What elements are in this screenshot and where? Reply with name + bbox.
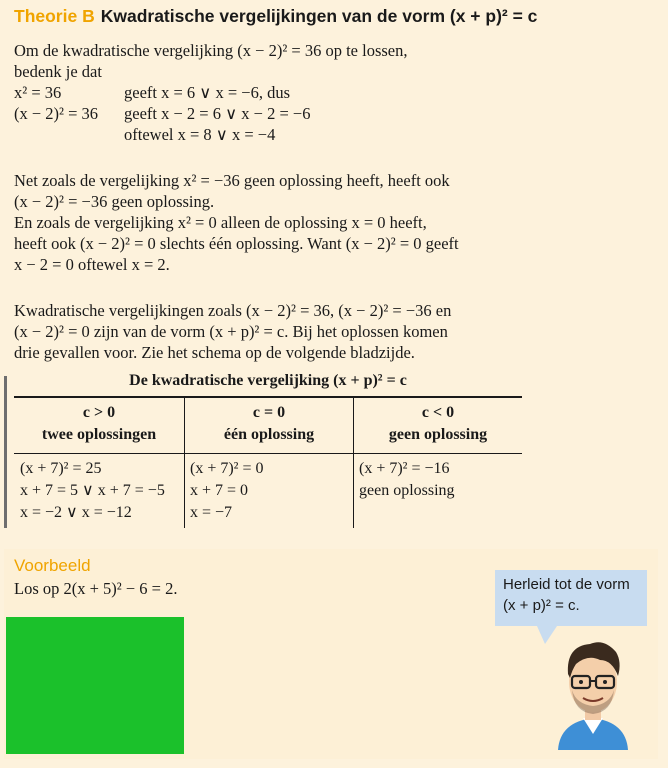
equation-right: oftewel x = 8 ∨ x = −4 [124, 125, 276, 144]
column-case: twee oplossingen [41, 426, 157, 443]
equation-right: geeft x − 2 = 6 ∨ x − 2 = −6 [124, 104, 311, 123]
table-title: De kwadratische vergelijking (x + p)² = c [129, 372, 407, 389]
table-cell: x = −2 ∨ x = −12 [20, 504, 132, 521]
paragraph-line: (x − 2)² = 0 zijn van de vorm (x + p)² = c. Bij het oplossen komen [14, 322, 448, 341]
equation-left: x² = 36 [14, 83, 62, 102]
bubble-line: Herleid tot de vorm [503, 576, 630, 593]
page-title [14, 6, 537, 27]
table-cell: geen oplossing [359, 482, 455, 499]
table-cell: x = −7 [190, 504, 233, 521]
theory-label: Theorie B [14, 6, 95, 26]
column-case: één oplossing [223, 426, 315, 443]
table-cell: (x + 7)² = −16 [359, 460, 450, 477]
example-task: Los op 2(x + 5)² − 6 = 2. [14, 579, 178, 598]
paragraph-line: Net zoals de vergelijking x² = −36 geen oplossing heeft, heeft ook [14, 171, 450, 190]
theory-title: Kwadratische vergelijkingen van de vorm (x + p)² = c [100, 6, 538, 26]
green-block [6, 617, 184, 754]
equation-left: (x − 2)² = 36 [14, 104, 99, 123]
margin-bar [4, 376, 7, 528]
column-header [14, 402, 184, 446]
equation-right: geeft x = 6 ∨ x = −6, dus [124, 83, 291, 102]
teacher-avatar [550, 630, 636, 750]
column-header [184, 402, 354, 446]
paragraph-line: drie gevallen voor. Zie het schema op de volgende bladzijde. [14, 343, 415, 362]
column-condition: c < 0 [421, 404, 455, 421]
table-cell: (x + 7)² = 25 [20, 460, 102, 477]
paragraph-line: x − 2 = 0 oftewel x = 2. [14, 255, 170, 274]
paragraph-line: Kwadratische vergelijkingen zoals (x − 2)² = 36, (x − 2)² = −36 en [14, 301, 452, 320]
schema-table [14, 396, 522, 528]
paragraph-line: En zoals de vergelijking x² = 0 alleen de oplossing x = 0 heeft, [14, 213, 427, 232]
example-label: Voorbeeld [14, 556, 91, 575]
intro-line: Om de kwadratische vergelijking (x − 2)² = 36 op te lossen, [14, 41, 408, 60]
table-cell: x + 7 = 5 ∨ x + 7 = −5 [20, 482, 165, 499]
table-rule [14, 453, 522, 454]
column-condition: c = 0 [252, 404, 286, 421]
bubble-line: (x + p)² = c. [503, 597, 580, 614]
intro-line: bedenk je dat [14, 62, 102, 81]
speech-bubble [495, 570, 647, 626]
column-condition: c > 0 [82, 404, 116, 421]
table-cell: (x + 7)² = 0 [190, 460, 264, 477]
table-cell: x + 7 = 0 [190, 482, 249, 499]
table-rule [14, 396, 522, 398]
paragraph-line: (x − 2)² = −36 geen oplossing. [14, 192, 215, 211]
paragraph-line: heeft ook (x − 2)² = 0 slechts één oplossing. Want (x − 2)² = 0 geeft [14, 234, 459, 253]
column-header [353, 402, 523, 446]
column-case: geen oplossing [388, 426, 488, 443]
